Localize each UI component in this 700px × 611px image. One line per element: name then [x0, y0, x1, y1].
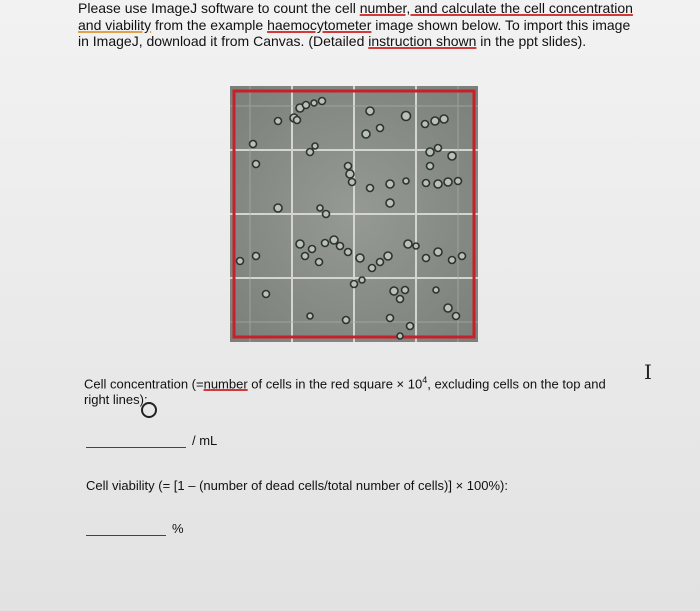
instructions-text: Please use ImageJ software to count the cell number, and calculate the cell concentration and viability from the example haemocytometer image shown below. To import this image in ImageJ, download it from Canvas. (Detailed instruction shown in the ppt slides). [78, 0, 633, 49]
cell-viability-question: Cell viability (= [1 – (number of dead cells/total number of cells)] × 100%): [86, 478, 508, 493]
viability-answer-blank[interactable] [86, 535, 166, 536]
concentration-answer-blank[interactable] [86, 447, 186, 448]
haemocytometer-image [230, 86, 478, 342]
circle-annotation [141, 402, 157, 418]
viability-unit: % [172, 521, 184, 536]
text-cursor-icon: I [644, 360, 652, 384]
haemocytometer-grid [230, 86, 478, 342]
cell-concentration-question: Cell concentration (=number of cells in the red square × $10^4$, excluding cells on the top and right lines): [84, 375, 606, 408]
concentration-unit: / mL [192, 433, 218, 448]
